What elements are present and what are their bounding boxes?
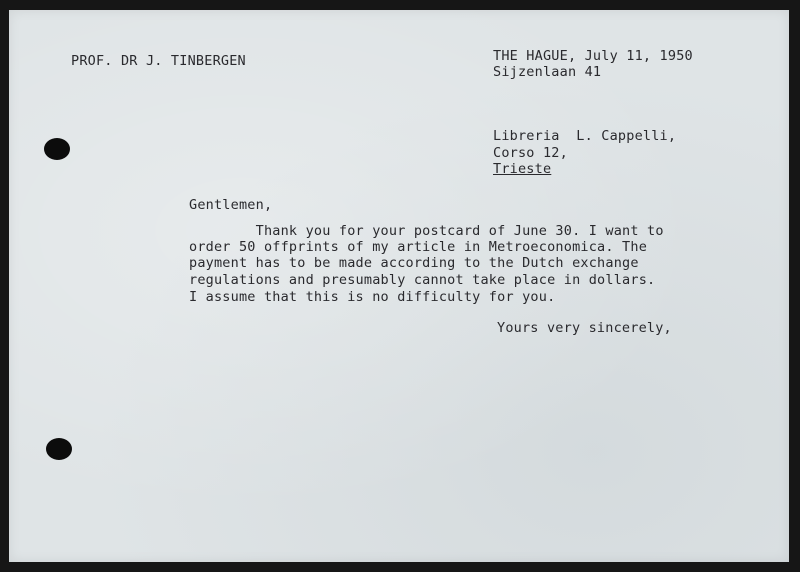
letter-sheet xyxy=(9,10,789,562)
body-line-4: regulations and presumably cannot take place in dollars. xyxy=(189,272,656,288)
sender-address: Sijzenlaan 41 xyxy=(493,64,602,80)
recipient-street: Corso 12, xyxy=(493,145,568,161)
closing: Yours very sincerely, xyxy=(497,320,672,336)
punch-hole-top xyxy=(44,138,70,160)
recipient-city: Trieste xyxy=(493,161,552,177)
body-line-1: Thank you for your postcard of June 30. I want to xyxy=(189,223,664,239)
salutation: Gentlemen, xyxy=(189,197,273,213)
sender-name: PROF. DR J. TINBERGEN xyxy=(71,53,246,69)
body-line-3: payment has to be made according to the Dutch exchange xyxy=(189,255,639,271)
recipient-name: Libreria L. Cappelli, xyxy=(493,128,677,144)
punch-hole-bottom xyxy=(46,438,72,460)
body-line-5: I assume that this is no difficulty for you. xyxy=(189,289,556,305)
place-date: THE HAGUE, July 11, 1950 xyxy=(493,48,693,64)
body-line-2: order 50 offprints of my article in Metroeconomica. The xyxy=(189,239,648,255)
